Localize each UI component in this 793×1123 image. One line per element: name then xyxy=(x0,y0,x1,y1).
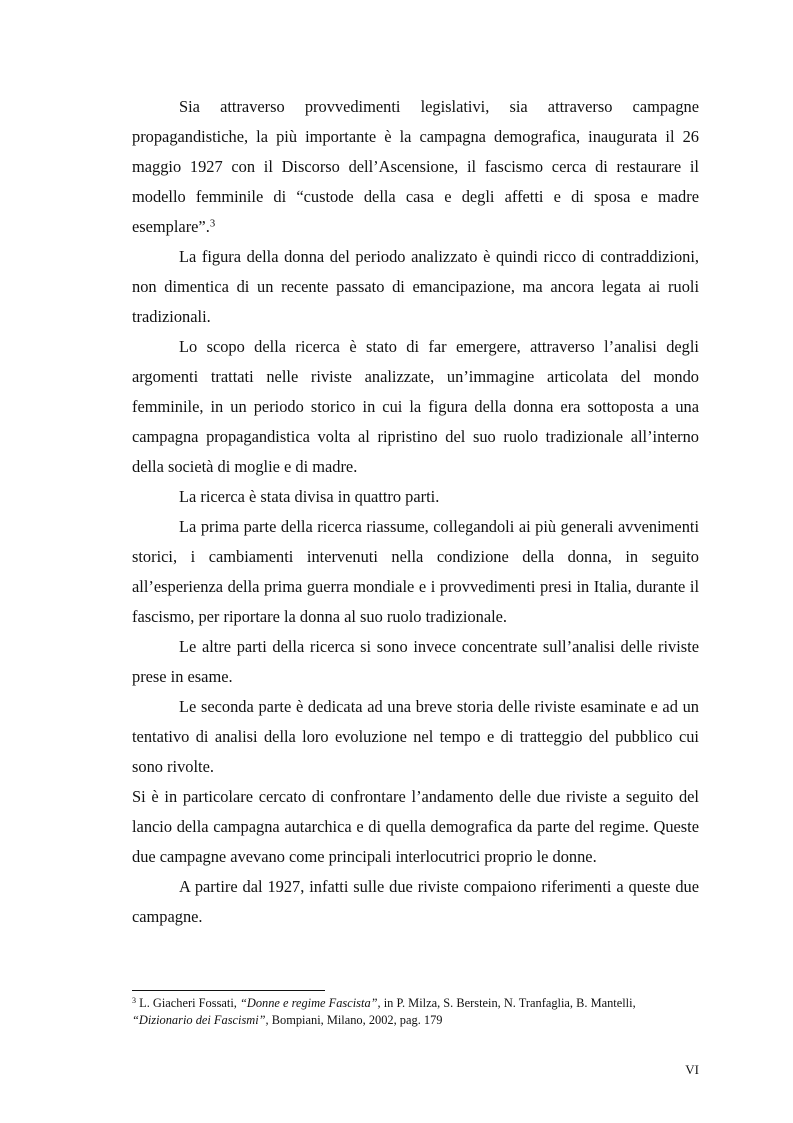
paragraph-6: Le altre parti della ricerca si sono invece concentrate sull’analisi delle riviste prese in esame. xyxy=(132,637,699,686)
paragraph-5: La prima parte della ricerca riassume, collegandoli ai più generali avvenimenti storici, i cambiamenti intervenuti nella condizione della donna, in seguito all’esperienza della prima guerra mondiale e i provvedimenti presi in Italia, durante il fascismo, per riportare la donna al suo ruolo tradizionale. xyxy=(132,517,699,626)
footnote-work-title: “Dizionario dei Fascismi”, xyxy=(132,1013,269,1027)
footnote-separator xyxy=(132,990,325,991)
paragraph-2: La figura della donna del periodo analizzato è quindi ricco di contraddizioni, non dimentica di un recente passato di emancipazione, ma ancora legata ai ruoli tradizionali. xyxy=(132,247,699,326)
footnote-article-title: “Donne e regime Fascista”, xyxy=(239,996,381,1010)
paragraph-8: Si è in particolare cercato di confrontare l’andamento delle due riviste a seguito del lancio della campagna autarchica e di quella demografica da parte del regime. Queste due campagne avevano come principali interlocutrici proprio le donne. xyxy=(132,787,699,866)
footnote-editors: in P. Milza, S. Berstein, N. Tranfaglia, B. Mantelli, xyxy=(383,996,636,1010)
paragraph-7: Le seconda parte è dedicata ad una breve storia delle riviste esaminate e ad un tentativo di analisi della loro evoluzione nel tempo e di tratteggio del pubblico cui sono rivolte. xyxy=(132,697,699,776)
paragraph-3: Lo scopo della ricerca è stato di far emergere, attraverso l’analisi degli argomenti trattati nelle riviste analizzate, un’immagine articolata del mondo femminile, in un periodo storico in cui la figura della donna era sottoposta a una campagna propagandistica volta al ripristino del suo ruolo tradizionale all’interno della società di moglie e di madre. xyxy=(132,337,699,476)
footnote-number: 3 xyxy=(132,995,137,1005)
footnote xyxy=(132,995,699,1029)
footnote-reference[interactable]: 3 xyxy=(209,218,216,230)
paragraph-1: Sia attraverso provvedimenti legislativi, sia attraverso campagne propagandistiche, la più importante è la campagna demografica, inaugurata il 26 maggio 1927 con il Discorso dell’Ascensione, il fascismo cerca di restaurare il modello femminile di “custode della casa e degli affetti e di sposa e madre esemplare”.$^3$ xyxy=(132,97,699,236)
body-text xyxy=(132,92,699,932)
paragraph-4: La ricerca è stata divisa in quattro parti. xyxy=(179,487,440,506)
footnote-author: L. Giacheri Fossati, xyxy=(139,996,237,1010)
footnote-publisher: Bompiani, Milano, 2002, pag. 179 xyxy=(271,1013,443,1027)
page-number: VI xyxy=(685,1062,699,1077)
paragraph-9: A partire dal 1927, infatti sulle due riviste compaiono riferimenti a queste due campagne. xyxy=(132,877,699,926)
